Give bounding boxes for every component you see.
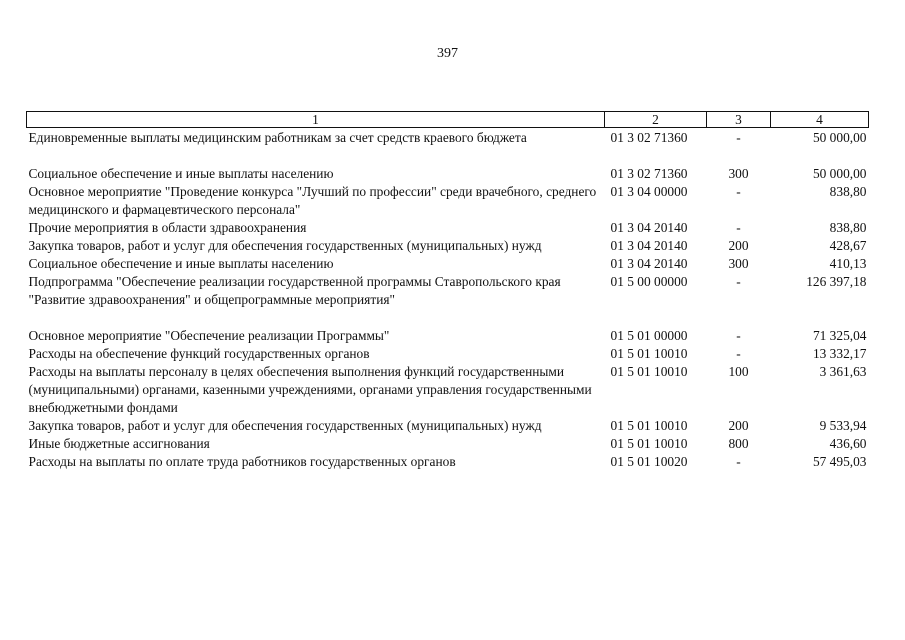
row-amount: 50 000,00 [812,166,867,181]
table-row [27,435,869,453]
row-expense-kind: - [736,274,741,289]
row-code: 01 3 02 71360 [610,130,688,145]
row-name: Закупка товаров, работ и услуг для обеспечения государственных (муниципальных) нужд [28,418,542,433]
row-code: 01 3 04 20140 [610,256,688,271]
row-expense-kind: - [736,454,741,469]
table-row [27,327,869,345]
row-name: Основное мероприятие "Проведение конкурса "Лучший по профессии" среди врачебного, среднего медицинского и фармацевтического персонала" [28,184,597,217]
row-name: Единовременные выплаты медицинским работникам за счет средств краевого бюджета [28,130,527,145]
row-amount: 57 495,03 [812,454,867,469]
row-expense-kind: 300 [728,166,749,181]
row-name: Расходы на выплаты персоналу в целях обеспечения выполнения функций государственными (муниципальными) органами, казенными учреждениями, органами управления государственными внебюджетными фондами [28,364,592,415]
row-code: 01 3 04 20140 [610,220,688,235]
row-code: 01 3 04 20140 [610,238,688,253]
table-row [27,363,869,417]
row-expense-kind: 300 [728,256,749,271]
table-row [27,345,869,363]
row-expense-kind: - [736,346,741,361]
table-row [27,219,869,237]
row-name: Иные бюджетные ассигнования [28,436,210,451]
row-expense-kind: 100 [728,364,749,379]
row-code: 01 5 01 10010 [610,436,688,451]
row-code: 01 5 00 00000 [610,274,688,289]
row-name: Прочие мероприятия в области здравоохранения [28,220,307,235]
header-col-3: 3 [707,112,771,128]
table-row [27,453,869,471]
row-amount: 13 332,17 [812,346,867,361]
row-expense-kind: 200 [728,238,749,253]
row-name: Социальное обеспечение и иные выплаты населению [28,256,334,271]
header-col-4: 4 [771,112,869,128]
table-row [27,128,869,166]
row-code: 01 3 04 00000 [610,184,688,199]
row-name: Закупка товаров, работ и услуг для обеспечения государственных (муниципальных) нужд [28,238,542,253]
row-code: 01 3 02 71360 [610,166,688,181]
row-name: Социальное обеспечение и иные выплаты населению [28,166,334,181]
table-row [27,255,869,273]
header-col-1: 1 [27,112,605,128]
table-row [27,183,869,219]
row-amount: 436,60 [829,436,867,451]
row-code: 01 5 01 10010 [610,364,688,379]
row-name: Основное мероприятие "Обеспечение реализации Программы" [28,328,390,343]
row-expense-kind: 200 [728,418,749,433]
row-amount: 9 533,94 [819,418,867,433]
row-amount: 838,80 [829,184,867,199]
table-row [27,417,869,435]
row-name: Расходы на обеспечение функций государственных органов [28,346,370,361]
row-amount: 838,80 [829,220,867,235]
row-expense-kind: - [736,328,741,343]
row-code: 01 5 01 10010 [610,346,688,361]
budget-table [26,111,869,471]
page-number: 397 [437,46,458,61]
row-code: 01 5 01 00000 [610,328,688,343]
row-amount: 126 397,18 [806,274,867,289]
row-code: 01 5 01 10020 [610,454,688,469]
row-expense-kind: - [736,130,741,145]
table-row [27,165,869,183]
row-expense-kind: 800 [728,436,749,451]
row-amount: 50 000,00 [812,130,867,145]
table-header-row [27,112,869,128]
table-row [27,273,869,327]
table-row [27,237,869,255]
row-amount: 71 325,04 [812,328,867,343]
row-amount: 428,67 [829,238,867,253]
row-expense-kind: - [736,184,741,199]
row-name: Расходы на выплаты по оплате труда работников государственных органов [28,454,456,469]
header-col-2: 2 [605,112,707,128]
row-name: Подпрограмма "Обеспечение реализации государственной программы Ставропольского края "Развитие здравоохранения" и общепрограммные мероприятия" [28,274,561,307]
row-code: 01 5 01 10010 [610,418,688,433]
row-amount: 3 361,63 [819,364,867,379]
row-expense-kind: - [736,220,741,235]
row-amount: 410,13 [829,256,867,271]
